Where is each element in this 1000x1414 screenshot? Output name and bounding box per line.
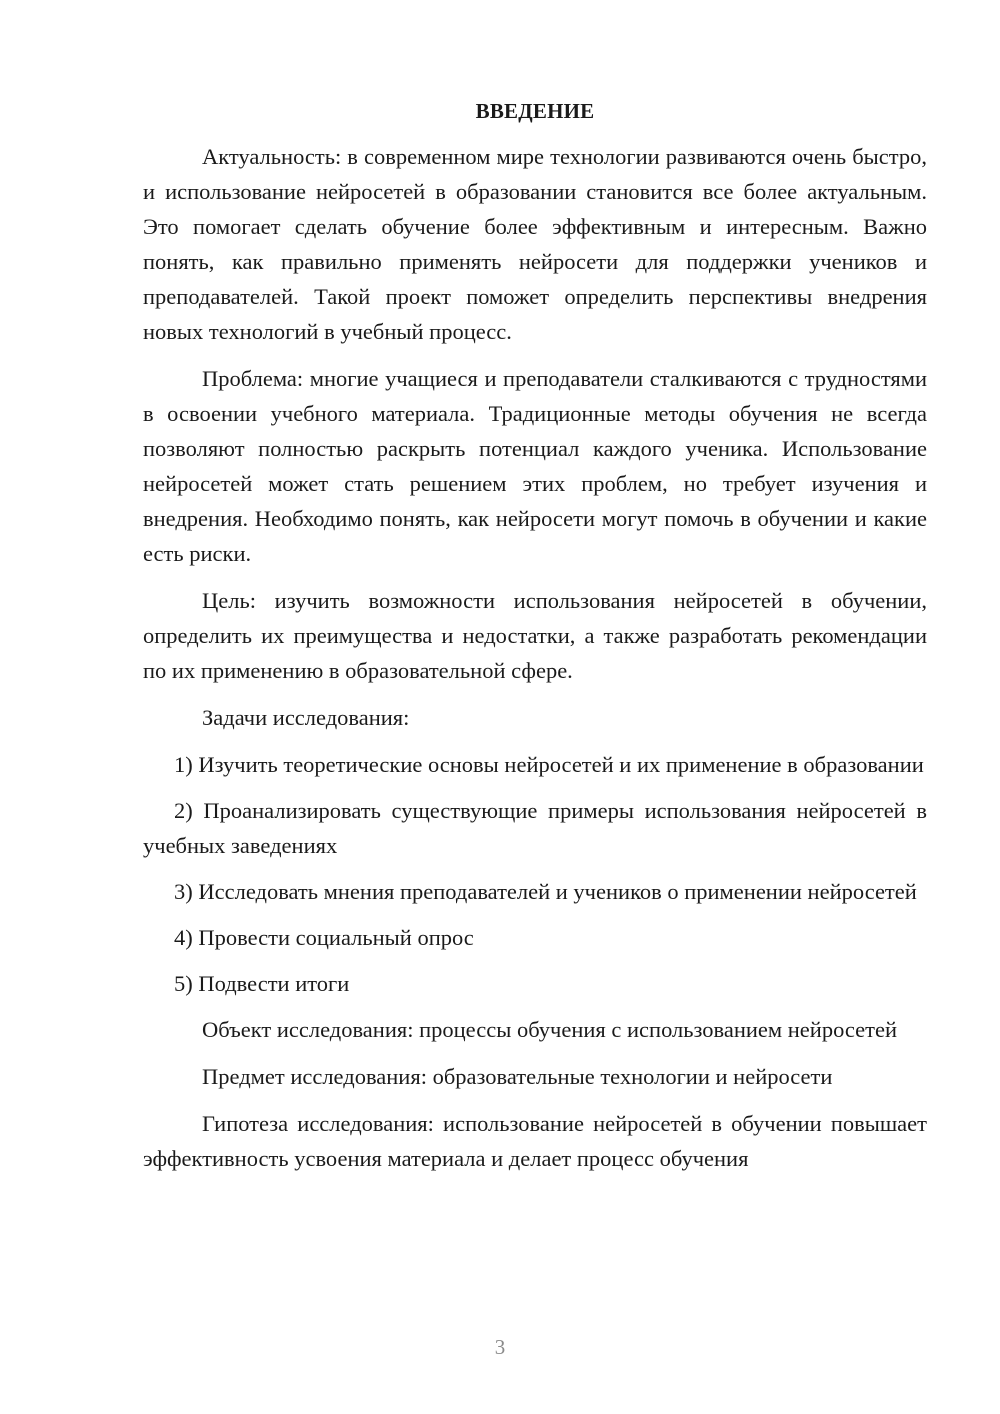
- paragraph-object: Объект исследования: процессы обучения с использованием нейросетей: [202, 1017, 898, 1042]
- paragraph-relevance: Актуальность: в современном мире технологии развиваются очень быстро, и использование нейросетей в образовании становится все более актуальным. Это помогает сделать обучение более эффективным и интересным. Важно понять, как правильно применять нейросети для поддержки учеников и преподавателей. Такой проект поможет определить перспективы внедрения новых технологий в учебный процесс.: [143, 144, 927, 344]
- section-title: ВВЕДЕНИЕ: [475, 99, 595, 123]
- tasks-heading: Задачи исследования:: [202, 705, 410, 730]
- paragraph-problem: Проблема: многие учащиеся и преподаватели сталкиваются с трудностями в освоении учебного материала. Традиционные методы обучения не всегда позволяют полностью раскрыть потенциал каждого ученика. Использование нейросетей может стать решением этих проблем, но требует изучения и внедрения. Необходимо понять, как нейросети могут помочь в обучении и какие есть риски.: [143, 366, 927, 566]
- task-item-1: 1) Изучить теоретические основы нейросетей и их применение в образовании: [174, 752, 924, 777]
- paragraph-hypothesis: Гипотеза исследования: использование нейросетей в обучении повышает эффективность усвоения материала и делает процесс обучения: [143, 1111, 927, 1171]
- task-item-4: 4) Провести социальный опрос: [174, 925, 474, 950]
- page-number: 3: [494, 1335, 506, 1359]
- paragraph-subject: Предмет исследования: образовательные технологии и нейросети: [202, 1064, 833, 1089]
- task-item-2: 2) Проанализировать существующие примеры использования нейросетей в учебных заведениях: [143, 798, 927, 858]
- task-item-3: 3) Исследовать мнения преподавателей и учеников о применении нейросетей: [174, 879, 917, 904]
- paragraph-goal: Цель: изучить возможности использования нейросетей в обучении, определить их преимущества и недостатки, а также разработать рекомендации по их применению в образовательной сфере.: [143, 588, 927, 683]
- task-item-5: 5) Подвести итоги: [174, 971, 350, 996]
- page-content: [143, 96, 927, 1188]
